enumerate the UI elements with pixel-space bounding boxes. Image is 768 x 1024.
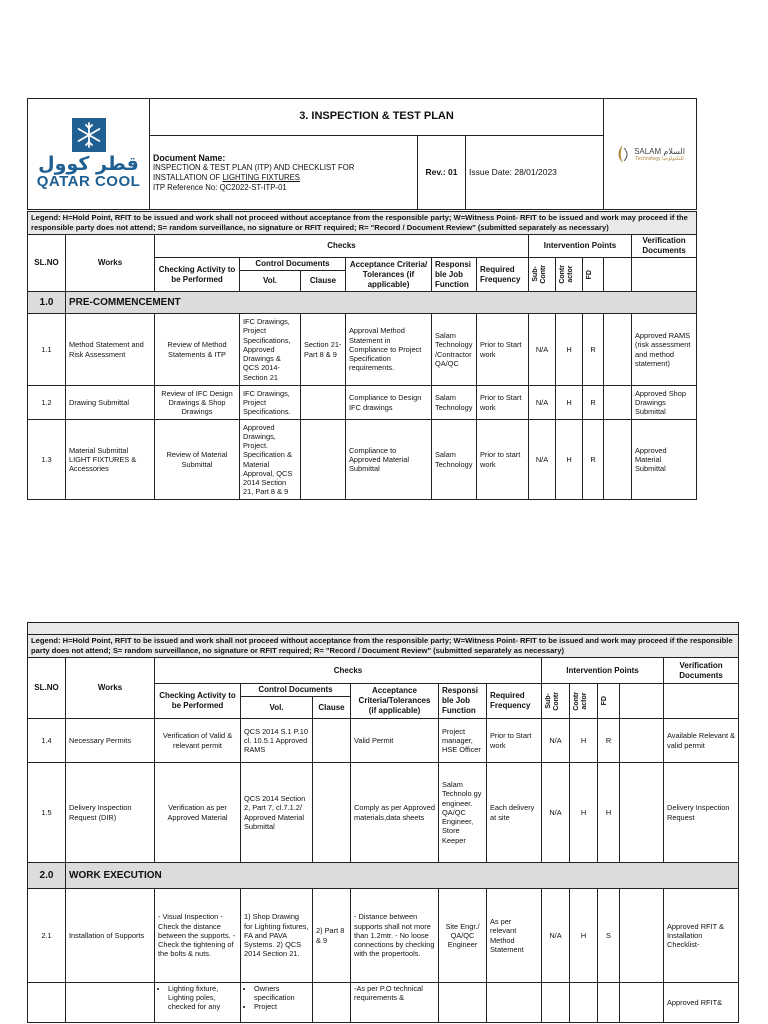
- col-acceptance: Acceptance Criteria/ Tolerances (if applicable): [346, 258, 432, 292]
- page-title: 3. INSPECTION & TEST PLAN: [150, 99, 604, 136]
- col-acceptance: Acceptance Criteria/Tolerances (if applicable): [351, 684, 439, 719]
- itp-table-1: [27, 211, 697, 500]
- row-sub-contr: N/A: [529, 386, 556, 420]
- section-number: 1.0: [28, 292, 66, 314]
- row-activity-bullet: • Lighting fixture, Lighting poles, checked for any: [168, 984, 237, 1012]
- col-contractor: Contr actor: [559, 265, 574, 284]
- row-contractor: H: [570, 719, 598, 763]
- row-clause: Section 21- Part 8 & 9: [301, 314, 346, 386]
- qatar-cool-logo-cell: [28, 99, 150, 210]
- document-name-cell: [150, 136, 418, 210]
- col-verification: Verification Documents: [664, 658, 739, 684]
- document-header: [27, 98, 697, 210]
- section-number: 2.0: [28, 863, 66, 889]
- col-fd: FD: [586, 269, 593, 280]
- col-vol: Vol.: [240, 271, 301, 292]
- row-works: Drawing Submittal: [66, 386, 155, 420]
- row-activity: Review of Method Statements & ITP: [155, 314, 240, 386]
- row-number: 1.1: [28, 314, 66, 386]
- row-fd: R: [583, 314, 604, 386]
- row-responsible: Salam Technology: [432, 386, 477, 420]
- row-number: 1.5: [28, 763, 66, 863]
- row-responsible: Project manager, HSE Officer: [439, 719, 487, 763]
- legend-2: Legend: H=Hold Point, RFIT to be issued and work shall not proceed without acceptance from the responsible party; W=Witness Point- RFIT to be issued and work may proceed if the responsible party does not attend; S= random surveillance, no signature or RFIT required; R= "Record / Document Review" (submitted separately as necessary): [28, 635, 739, 658]
- table-row: [28, 719, 739, 763]
- col-works: Works: [66, 235, 155, 292]
- row-vol-bullet: • Owners specification: [254, 984, 309, 1002]
- row-contractor: H: [556, 420, 583, 500]
- row-frequency: Prior to Start work: [477, 386, 529, 420]
- row-vol: QCS 2014 Section 2, Part 7, cl.7.1.2/ Approved Material Submittal: [241, 763, 313, 863]
- table-row: [28, 889, 739, 983]
- row-contractor: H: [570, 889, 598, 983]
- col-verification: Verification Documents: [632, 235, 697, 258]
- col-control-docs: Control Documents: [241, 684, 351, 697]
- col-vol: Vol.: [241, 697, 313, 719]
- row-fd: S: [598, 889, 620, 983]
- salam-logo-cell: [604, 99, 697, 210]
- section-title: WORK EXECUTION: [66, 863, 739, 889]
- issue-date: Issue Date: 28/01/2023: [466, 136, 604, 210]
- row-vol: QCS 2014 S.1 P.10 cl. 10.5.1 Approved RAMS: [241, 719, 313, 763]
- table-row: [28, 314, 697, 386]
- row-clause: [313, 763, 351, 863]
- document-name-line2: INSTALLATION OF: [153, 172, 223, 182]
- legend: Legend: H=Hold Point, RFIT to be issued and work shall not proceed without acceptance from the responsible party; W=Witness Point- RFIT to be issued and work may proceed if the responsible party does not attend; S= random surveillance, no signature or RFIT required; R= "Record / Document Review" (submitted separately as necessary): [28, 212, 697, 235]
- row-verification: Approved RAMS (risk assessment and method statement): [632, 314, 697, 386]
- row-responsible: Salam Technolo gy engineer. QA/QC Engineer, Store Keeper: [439, 763, 487, 863]
- row-sub-contr: N/A: [542, 719, 570, 763]
- row-sub-contr: N/A: [542, 889, 570, 983]
- salam-logo: [607, 144, 693, 164]
- row-clause: [301, 420, 346, 500]
- row-frequency: Prior to Start work: [487, 719, 542, 763]
- col-clause: Clause: [313, 697, 351, 719]
- row-frequency: Prior to Start work: [477, 314, 529, 386]
- row-contractor: H: [570, 763, 598, 863]
- row-acceptance: Approval Method Statement in Compliance to Project Specification requirements.: [346, 314, 432, 386]
- salam-sub: Technology: [635, 155, 661, 162]
- col-intervention: Intervention Points: [529, 235, 632, 258]
- row-works: Delivery Inspection Request (DIR): [66, 763, 155, 863]
- table-row: [28, 420, 697, 500]
- row-fd: H: [598, 763, 620, 863]
- row-clause: [313, 719, 351, 763]
- col-slno: SL.NO: [28, 235, 66, 292]
- col-control-docs: Control Documents: [240, 258, 346, 271]
- row-vol: Approved Drawings, Project. Specification & Material Approval, QCS 2014 Section 21, Part 8 & 9: [240, 420, 301, 500]
- row-number: 1.3: [28, 420, 66, 500]
- col-clause: Clause: [301, 271, 346, 292]
- document-name-underlined: LIGHTING FIXTURES: [222, 172, 301, 182]
- row-frequency: As per relevant Method Statement: [487, 889, 542, 983]
- row-works: Method Statement and Risk Assessment: [66, 314, 155, 386]
- row-verification: Approved Shop Drawings Submittal: [632, 386, 697, 420]
- col-activity: Checking Activity to be Performed: [155, 684, 241, 719]
- table-row: [28, 763, 739, 863]
- col-checks: Checks: [155, 235, 529, 258]
- snowflake-icon: [72, 118, 106, 152]
- row-activity: Verification as per Approved Material: [155, 763, 241, 863]
- row-vol: IFC Drawings, Project Specifications.: [240, 386, 301, 420]
- row-works: Installation of Supports: [66, 889, 155, 983]
- salam-mark-icon: [615, 144, 631, 164]
- row-sub-contr: N/A: [542, 763, 570, 863]
- col-checks: Checks: [155, 658, 542, 684]
- col-slno: SL.NO: [28, 658, 66, 719]
- row-fd: R: [583, 386, 604, 420]
- itp-table-2: [27, 622, 739, 1023]
- row-responsible: Salam Technology: [432, 420, 477, 500]
- row-works: Material Submittal LIGHT FIXTURES & Accessories: [66, 420, 155, 500]
- col-works: Works: [66, 658, 155, 719]
- itp-reference: ITP Reference No: QC2022-ST-ITP-01: [153, 182, 287, 192]
- salam-arabic-sub: للتكنولوجيا: [661, 155, 684, 162]
- document-name-label: Document Name:: [153, 152, 226, 163]
- row-verification: Approved RFIT&: [664, 983, 739, 1023]
- row-acceptance: Compliance to Approved Material Submittal: [346, 420, 432, 500]
- row-verification: Delivery Inspection Request: [664, 763, 739, 863]
- row-fd: R: [583, 420, 604, 500]
- row-contractor: H: [556, 314, 583, 386]
- section-title: PRE-COMMENCEMENT: [66, 292, 697, 314]
- row-frequency: Prior to start work: [477, 420, 529, 500]
- row-number: 2.1: [28, 889, 66, 983]
- row-acceptance: Valid Permit: [351, 719, 439, 763]
- row-activity: Review of IFC Design Drawings & Shop Drawings: [155, 386, 240, 420]
- col-activity: Checking Activity to be Performed: [155, 258, 240, 292]
- document-name-line1: INSPECTION & TEST PLAN (ITP) AND CHECKLIST FOR: [153, 162, 355, 172]
- row-verification: Approved RFIT & Installation Checklist-: [664, 889, 739, 983]
- col-frequency: Required Frequency: [477, 258, 529, 292]
- salam-arabic: السلام: [663, 146, 685, 156]
- qatar-cool-logo: [31, 118, 146, 190]
- row-frequency: Each delivery at site: [487, 763, 542, 863]
- row-fd: R: [598, 719, 620, 763]
- row-verification: Available Relevant & valid permit: [664, 719, 739, 763]
- col-responsible: Responsi ble Job Function: [432, 258, 477, 292]
- table-row: [28, 983, 739, 1023]
- row-sub-contr: N/A: [529, 314, 556, 386]
- col-sub-contr: Sub- Contr: [545, 691, 560, 711]
- row-clause: [301, 386, 346, 420]
- row-activity: Verification of Valid & relevant permit: [155, 719, 241, 763]
- row-acceptance: Comply as per Approved materials,data sheets: [351, 763, 439, 863]
- row-responsible: Site Engr./ QA/QC Engineer: [439, 889, 487, 983]
- row-number: 1.2: [28, 386, 66, 420]
- col-responsible: Responsi ble Job Function: [439, 684, 487, 719]
- row-contractor: H: [556, 386, 583, 420]
- logo-text: QATAR COOL: [36, 173, 141, 191]
- logo-arabic: قطر كوول: [38, 153, 139, 176]
- row-vol: IFC Drawings, Project Specifications, Approved Drawings & QCS 2014-Section 21: [240, 314, 301, 386]
- col-intervention: Intervention Points: [542, 658, 664, 684]
- table-row: [28, 386, 697, 420]
- row-vol-bullet: • Project: [254, 1002, 309, 1011]
- row-vol: 1) Shop Drawing for Lighting fixtures, FA and PAVA Systems. 2) QCS 2014 Section 21.: [241, 889, 313, 983]
- revision: Rev.: 01: [418, 136, 466, 210]
- row-acceptance: -As per P.O technical requirements &: [351, 983, 439, 1023]
- row-sub-contr: N/A: [529, 420, 556, 500]
- row-acceptance: - Distance between supports shall not more than 1.2mtr. - No loose connections by checking with the propertools.: [351, 889, 439, 983]
- col-contractor: Contr actor: [573, 691, 588, 711]
- col-frequency: Required Frequency: [487, 684, 542, 719]
- col-sub-contr: Sub- Contr: [532, 265, 547, 284]
- row-clause: 2) Part 8 & 9: [313, 889, 351, 983]
- row-works: Necessary Permits: [66, 719, 155, 763]
- row-verification: Approved Material Submittal: [632, 420, 697, 500]
- col-fd: FD: [601, 696, 608, 706]
- row-activity: Review of Material Submittal: [155, 420, 240, 500]
- row-number: 1.4: [28, 719, 66, 763]
- row-acceptance: Compliance to Design IFC drawings: [346, 386, 432, 420]
- row-activity: - Visual Inspection - Check the distance between the supports. - Check the tightening of the bolts & nuts.: [155, 889, 241, 983]
- salam-text: SALAM: [634, 146, 662, 156]
- row-responsible: Salam Technology /Contractor QA/QC: [432, 314, 477, 386]
